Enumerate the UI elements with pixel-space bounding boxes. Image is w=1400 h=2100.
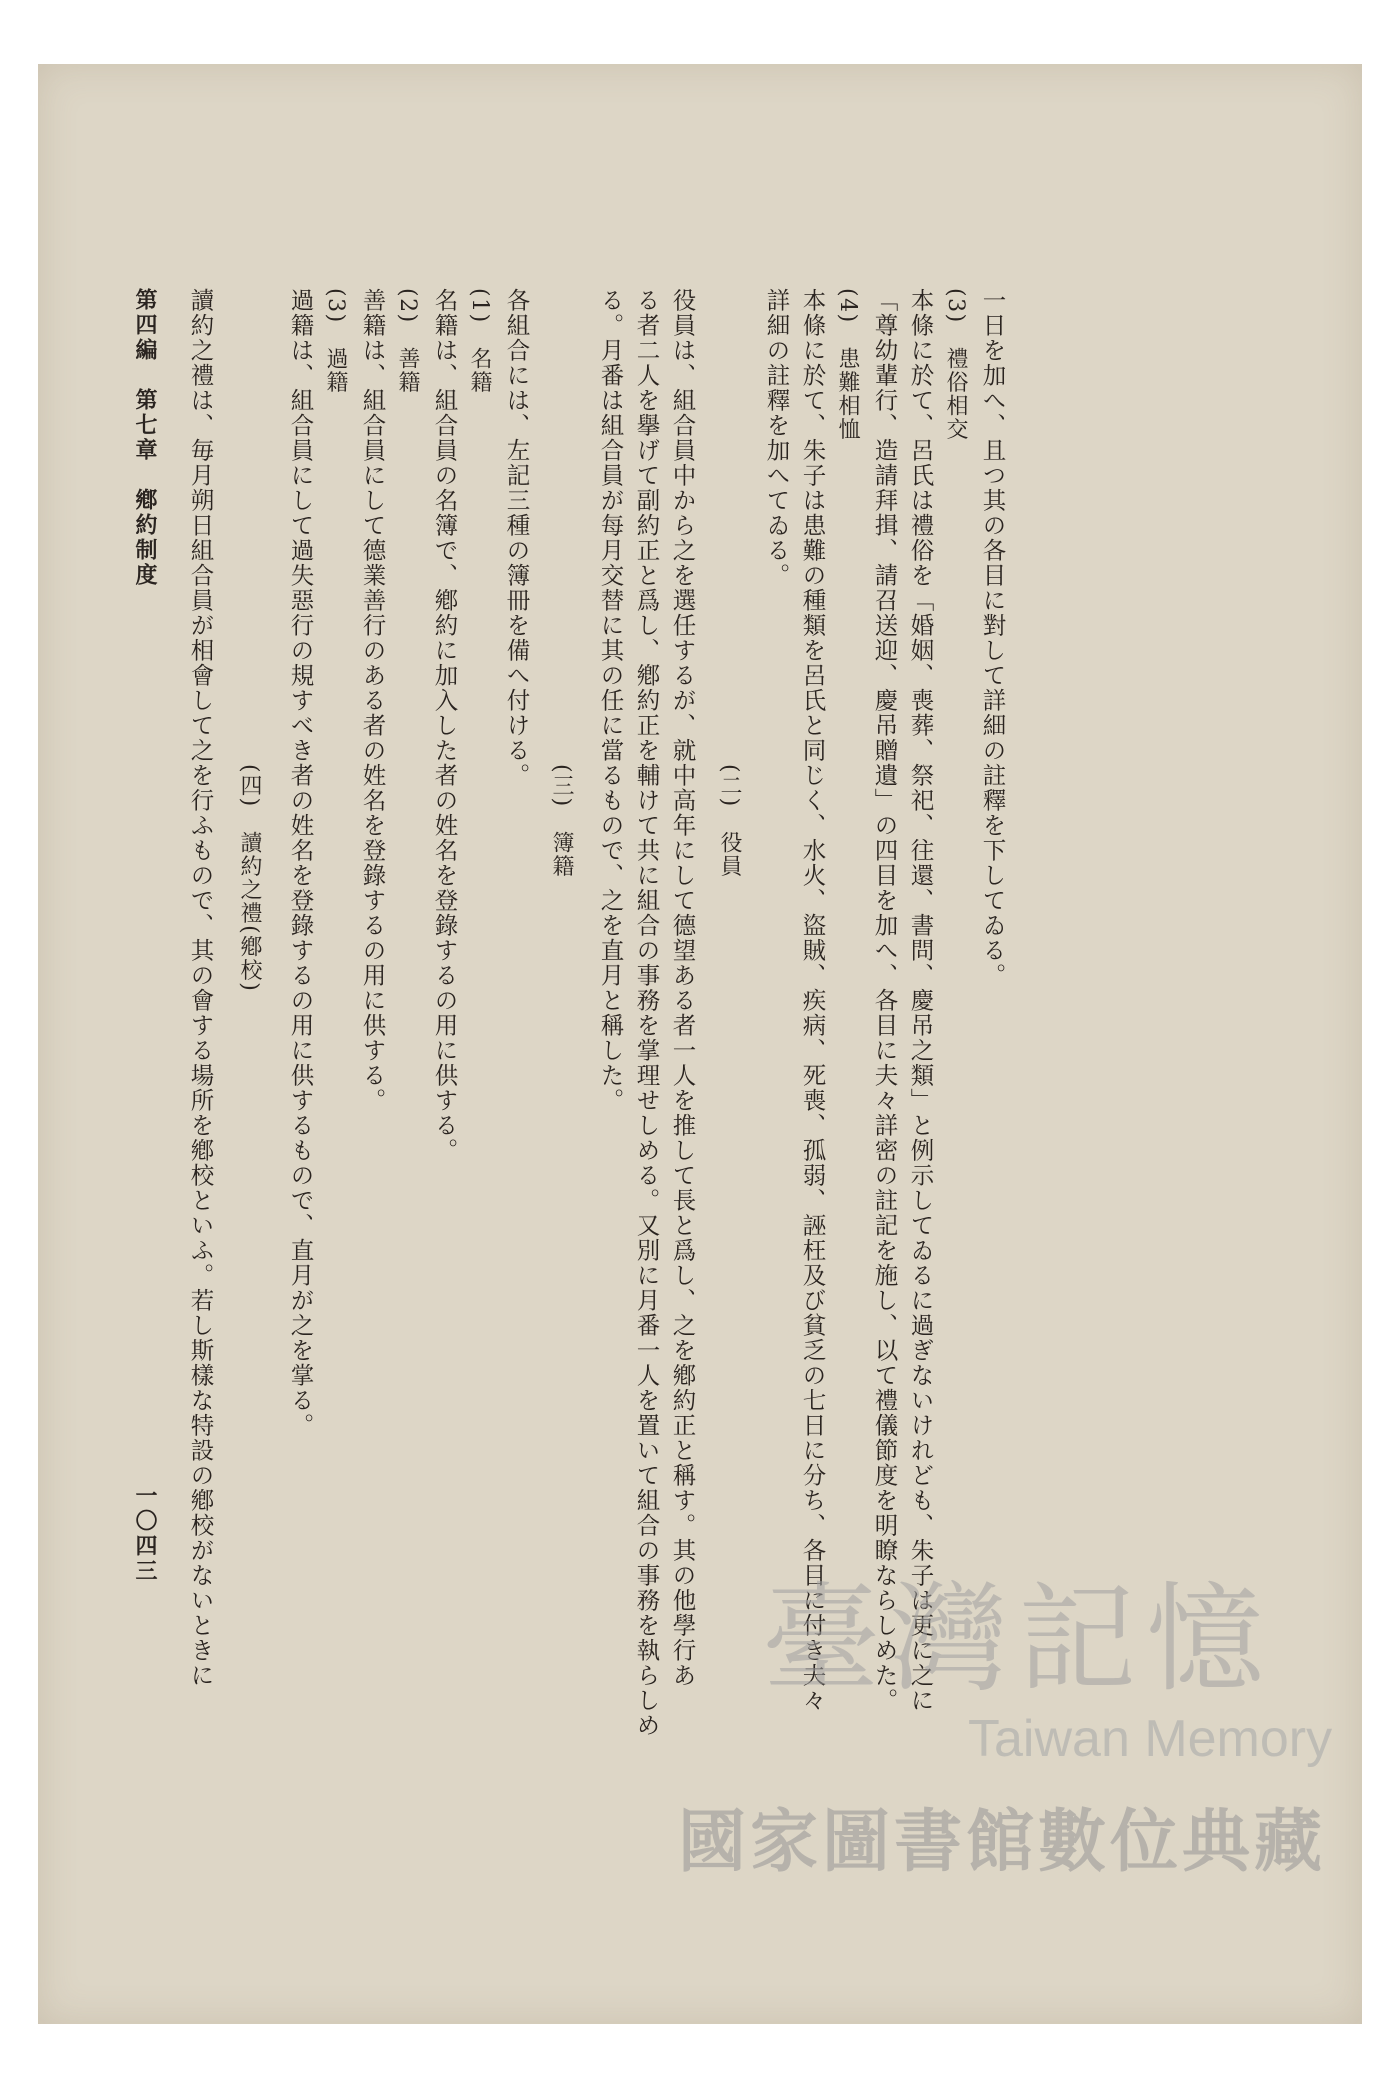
chapter-heading: (三) 簿籍 xyxy=(549,764,574,879)
chapter-heading: (二) 役員 xyxy=(717,764,742,879)
text-column: 「尊幼輩行、造請拜揖、請召送迎、慶吊贈遺」の四目を加へ、各目に夫々詳密の註記を施し、以て禮儀節度を明瞭ならしめた。 xyxy=(870,288,899,1713)
book-page xyxy=(38,64,1362,2024)
section-heading: (1) 名籍 xyxy=(467,288,492,395)
watermark-subtitle: Taiwan Memory xyxy=(968,1710,1333,1768)
text-column: る。月番は組合員が每月交替に其の任に當るもので、之を直月と稱した。 xyxy=(596,288,625,1113)
text-column: 各組合には、左記三種の簿冊を備へ付ける。 xyxy=(502,288,531,788)
section-heading: (3) 過籍 xyxy=(323,288,348,395)
section-heading: (2) 善籍 xyxy=(395,288,420,395)
text-column: 過籍は、組合員にして過失惡行の規すべき者の姓名を登錄するの用に供するもので、直月が之を掌る。 xyxy=(286,288,315,1438)
text-column: 善籍は、組合員にして德業善行のある者の姓名を登錄するの用に供する。 xyxy=(358,288,387,1113)
text-column: 名籍は、組合員の名簿で、鄕約に加入した者の姓名を登錄するの用に供する。 xyxy=(430,288,459,1163)
text-column: 本條に於て、呂氏は禮俗を「婚姻、喪葬、祭祀、往還、書問、慶吊之類」と例示してゐるに過ぎないけれども、朱子は更に之に xyxy=(906,288,935,1713)
watermark xyxy=(668,1544,1368,2044)
watermark-institution: 國家圖書館數位典藏 xyxy=(678,1803,1327,1882)
text-column: 本條に於て、朱子は患難の種類を呂氏と同じく、水火、盜賊、疾病、死喪、孤弱、誣枉及び貧乏の七日に分ち、各目に付き夫々 xyxy=(798,288,827,1713)
chapter-heading: (四) 讀約之禮(鄕校) xyxy=(237,764,262,993)
text-column: 讀約之禮は、毎月朔日組合員が相會して之を行ふもので、其の會する場所を鄕校といふ。若し斯樣な特設の鄕校がないときに xyxy=(186,288,215,1688)
text-column: る者二人を擧げて副約正と爲し、鄕約正を輔けて共に組合の事務を掌理せしめる。又別に月番一人を置いて組合の事務を執らしめ xyxy=(632,288,661,1738)
text-column: 役員は、組合員中から之を選任するが、就中高年にして德望ある者一人を推して長と爲し、之を鄕約正と稱す。其の他學行あ xyxy=(668,288,697,1688)
text-column: 一日を加へ、且つ其の各目に對して詳細の註釋を下してゐる。 xyxy=(978,288,1007,988)
page-number: 一〇四三 xyxy=(132,1484,158,1584)
text-column: 詳細の註釋を加へてゐる。 xyxy=(762,288,791,588)
section-heading: (4) 患難相恤 xyxy=(835,288,860,442)
section-heading: (3) 禮俗相交 xyxy=(943,288,968,442)
watermark-logo: 臺灣記憶 xyxy=(761,1570,1274,1708)
running-footer: 第四編 第七章 鄕約制度 xyxy=(132,288,158,588)
